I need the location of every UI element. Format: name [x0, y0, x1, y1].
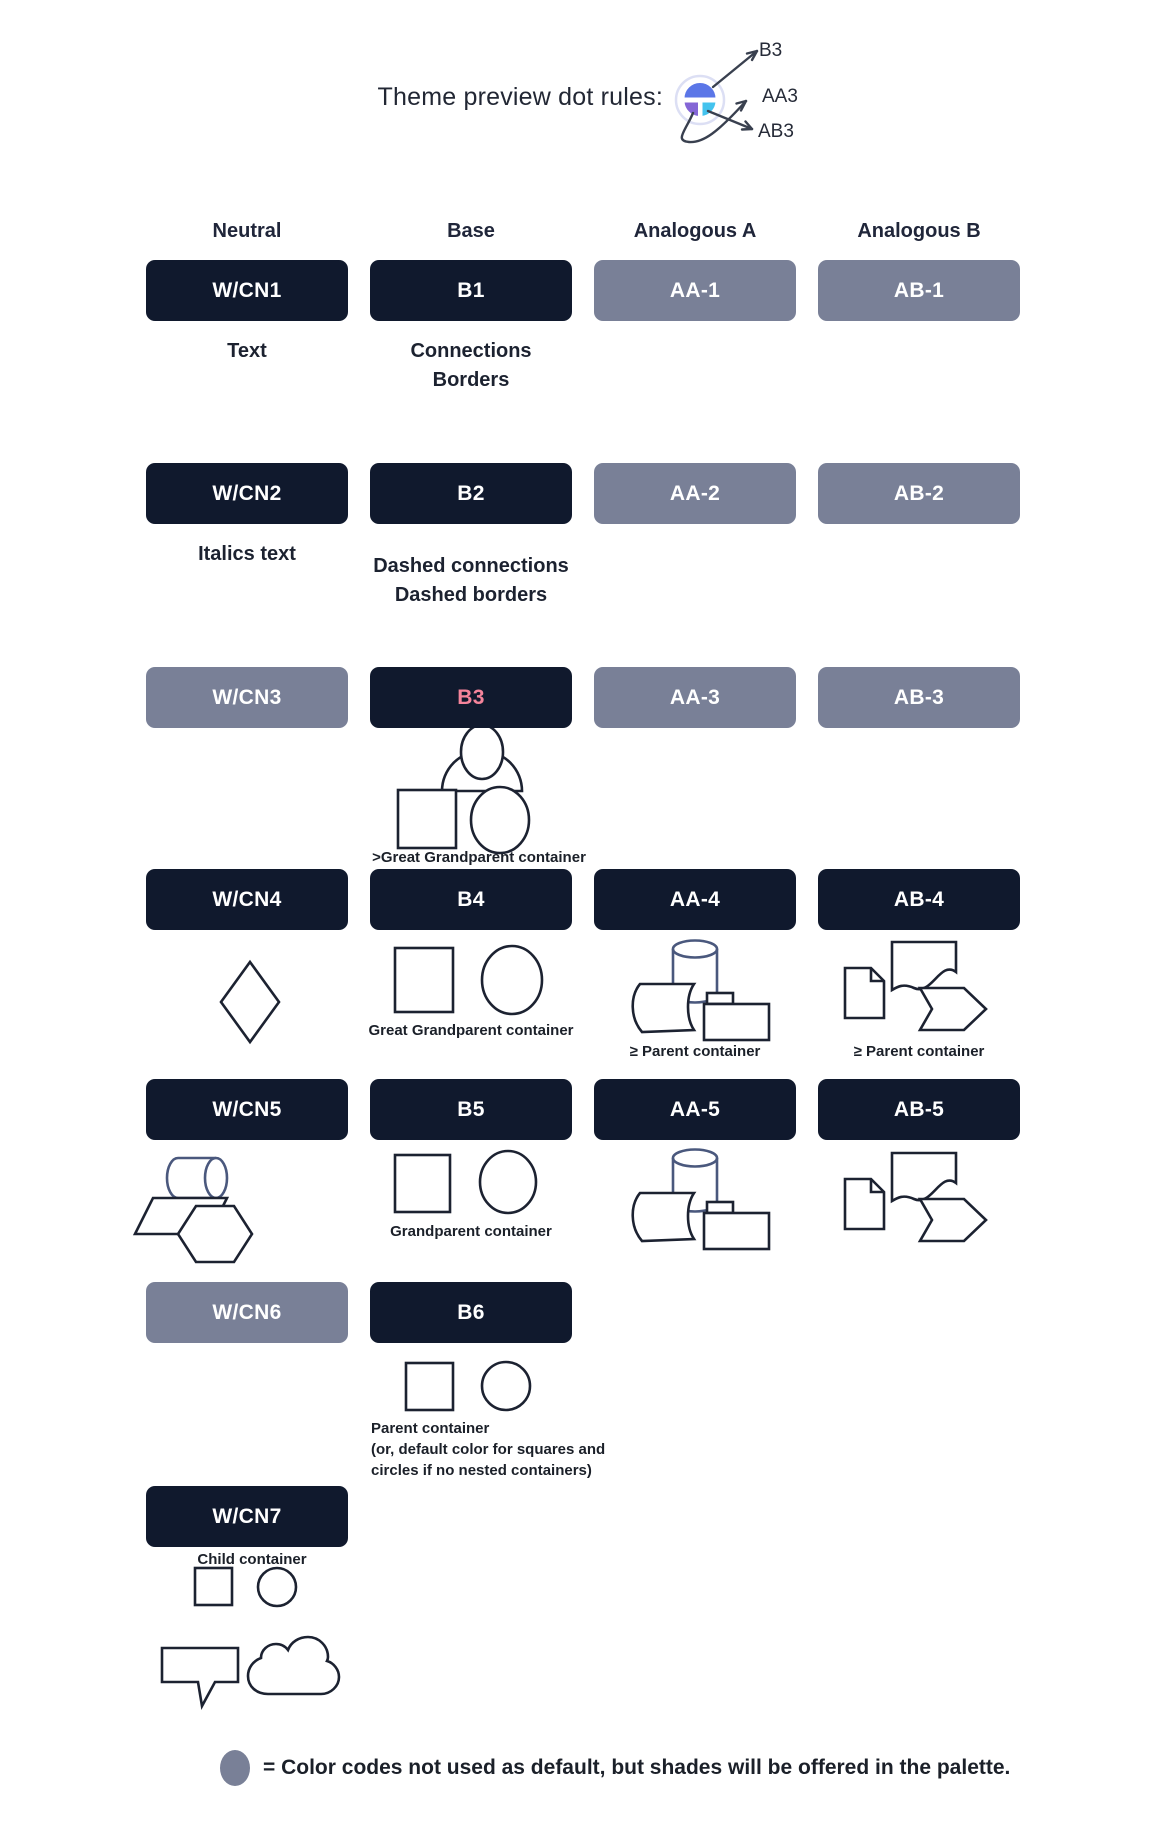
wcn5-cylinder-parallelogram-hexagon-icon — [135, 1158, 252, 1262]
pill-wcn6: W/CN6 — [146, 1282, 348, 1343]
column-header-neutral: Neutral — [212, 220, 282, 242]
b4-square-circle-icon — [395, 946, 542, 1014]
pill-wcn1: W/CN1 — [146, 260, 348, 321]
pill-aa5: AA-5 — [594, 1079, 796, 1140]
b3-person-square-circle-icon — [398, 725, 529, 853]
pill-ab2: AB-2 — [818, 463, 1020, 524]
aa5-cylinder-card-folder-icon — [633, 1150, 769, 1250]
caption-b4: Great Grandparent container — [368, 1022, 574, 1039]
note-dashed-borders: Dashed borders — [394, 584, 548, 606]
pill-ab5: AB-5 — [818, 1079, 1020, 1140]
ab5-page-wave-chevron-icon — [845, 1153, 986, 1241]
note-dashed-connections: Dashed connections — [373, 555, 569, 577]
caption-b6-line2: (or, default color for squares and — [371, 1441, 606, 1458]
pill-aa1: AA-1 — [594, 260, 796, 321]
ab4-page-wave-chevron-icon — [845, 942, 986, 1030]
cloud-icon — [248, 1637, 339, 1694]
note-italics-text: Italics text — [198, 543, 296, 565]
column-header-analogous-a: Analogous A — [633, 220, 757, 242]
pill-wcn7: W/CN7 — [146, 1486, 348, 1547]
wcn4-diamond-icon — [221, 962, 279, 1042]
pill-aa2: AA-2 — [594, 463, 796, 524]
pill-b3: B3 — [370, 667, 572, 728]
dot-label-analogous-a: AA3 — [762, 86, 798, 107]
caption-b5: Grandparent container — [390, 1223, 552, 1240]
page-title: Theme preview dot rules: — [377, 83, 663, 111]
dot-label-analogous-b: AB3 — [758, 121, 794, 142]
pill-b4: B4 — [370, 869, 572, 930]
pill-aa3: AA-3 — [594, 667, 796, 728]
caption-ab4: ≥ Parent container — [853, 1043, 985, 1060]
pill-wcn5: W/CN5 — [146, 1079, 348, 1140]
legend-text: = Color codes not used as default, but shades will be offered in the palette. — [263, 1756, 1011, 1779]
wcn7-square-circle-icon — [195, 1568, 296, 1606]
pill-ab3: AB-3 — [818, 667, 1020, 728]
pill-b5: B5 — [370, 1079, 572, 1140]
pill-ab4: AB-4 — [818, 869, 1020, 930]
pill-b2: B2 — [370, 463, 572, 524]
pill-b1: B1 — [370, 260, 572, 321]
legend-dot-icon — [220, 1750, 250, 1786]
pill-ab1: AB-1 — [818, 260, 1020, 321]
aa4-cylinder-card-folder-icon — [633, 941, 769, 1041]
note-borders: Borders — [432, 369, 510, 391]
pill-wcn2: W/CN2 — [146, 463, 348, 524]
column-header-analogous-b: Analogous B — [857, 220, 981, 242]
note-text: Text — [227, 340, 267, 362]
pill-wcn4: W/CN4 — [146, 869, 348, 930]
speech-bubble-icon — [162, 1648, 238, 1706]
b6-square-circle-icon — [406, 1362, 530, 1410]
caption-b3: >Great Grandparent container — [372, 849, 586, 866]
pill-b6: B6 — [370, 1282, 572, 1343]
pill-wcn3: W/CN3 — [146, 667, 348, 728]
pill-aa4: AA-4 — [594, 869, 796, 930]
caption-aa4: ≥ Parent container — [629, 1043, 761, 1060]
b5-square-circle-icon — [395, 1151, 536, 1213]
caption-wcn7: Child container — [197, 1551, 307, 1568]
caption-b6-line3: circles if no nested containers) — [371, 1462, 592, 1479]
dot-label-base: B3 — [759, 40, 783, 61]
column-header-base: Base — [447, 220, 495, 242]
note-connections: Connections — [410, 340, 532, 362]
caption-b6-line1: Parent container — [371, 1420, 490, 1437]
